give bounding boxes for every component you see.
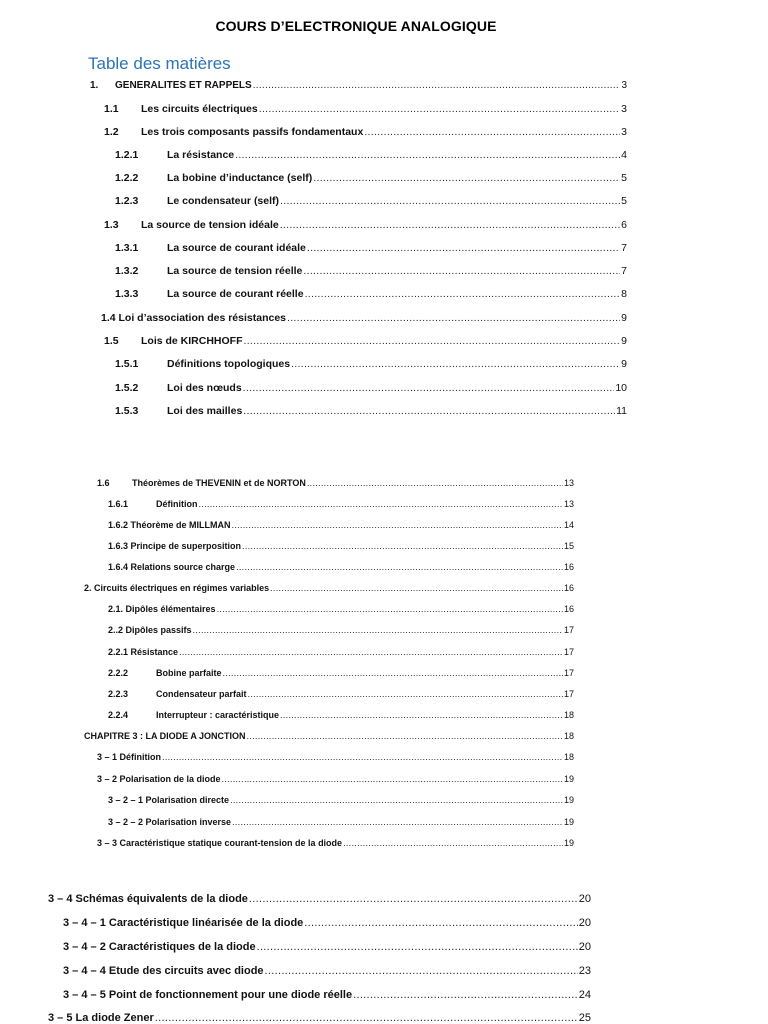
toc-entry-page: 20 [578,893,591,905]
toc-entry-number: 1.2 [104,126,119,138]
toc-leader-dots [247,731,563,741]
toc-leader-dots [217,604,563,614]
toc-leader-dots [307,478,563,488]
toc-entry[interactable] [97,774,574,784]
toc-entry-number: 1.5.1 [115,358,139,370]
toc-leader-dots [303,265,620,277]
toc-entry[interactable] [108,604,574,614]
toc-entry[interactable] [97,838,574,848]
toc-entry-page: 23 [578,965,591,977]
toc-entry[interactable] [90,80,627,91]
toc-entry-number: 1.6.1 [108,499,129,509]
toc-leader-dots [259,103,620,115]
toc-leader-dots [364,126,620,138]
toc-leader-dots [253,80,621,91]
toc-entry-title: 3 – 1 Définition [97,752,162,762]
toc-leader-dots [249,893,578,905]
toc-entry-page: 18 [563,752,574,762]
toc-entry-number: 1.3 [104,219,119,231]
toc-leader-dots [235,149,620,161]
toc-entry-number: 1.6 [97,478,110,488]
toc-entry[interactable] [115,195,627,207]
toc-leader-dots [179,647,563,657]
toc-entry[interactable] [115,265,627,277]
toc-entry-page: 19 [563,774,574,784]
toc-leader-dots [353,989,578,1001]
toc-entry-title: 2..2 Dipôles passifs [108,625,192,635]
toc-entry-title: Définitions topologiques [167,358,291,370]
toc-entry-page: 13 [563,499,574,509]
toc-entry-page: 3 [621,80,627,91]
toc-leader-dots [265,965,578,977]
toc-entry-number: 1.5.2 [115,382,139,394]
toc-entry-page: 6 [621,219,627,231]
toc-entry[interactable] [108,541,574,551]
toc-entry-number: 1.2.1 [115,149,139,161]
toc-entry-number: 1. [90,80,99,91]
toc-entry-title: 3 – 2 Polarisation de la diode [97,774,221,784]
toc-entry-page: 20 [578,917,591,929]
toc-entry-title: La source de tension réelle [167,265,303,277]
toc-leader-dots [257,941,578,953]
toc-entry-page: 19 [563,838,574,848]
toc-entry-number: 2.2.3 [108,689,129,699]
toc-entry[interactable] [63,917,591,929]
toc-leader-dots [287,312,620,324]
toc-entry-title: La source de courant idéale [167,242,306,254]
toc-entry[interactable] [108,710,574,720]
toc-entry-title: Les circuits électriques [141,103,258,115]
toc-entry-page: 13 [563,478,574,488]
toc-entry-title: 3 – 4 – 4 Etude des circuits avec diode [63,965,264,977]
toc-entry-page: 4 [621,149,627,161]
toc-entry-page: 7 [621,265,627,277]
toc-entry-page: 16 [563,583,574,593]
toc-entry-page: 11 [616,405,627,417]
toc-entry-page: 25 [578,1012,591,1024]
toc-leader-dots [242,541,563,551]
toc-entry-title: 3 – 4 – 2 Caractéristiques de la diode [63,941,256,953]
toc-entry-title: 3 – 2 – 2 Polarisation inverse [108,817,232,827]
toc-entry[interactable] [101,312,627,324]
toc-entry[interactable] [108,625,574,635]
toc-entry[interactable] [63,965,591,977]
toc-entry-title: 3 – 3 Caractéristique statique courant-tension de la diode [97,838,343,848]
toc-leader-dots [223,668,563,678]
toc-leader-dots [222,774,563,784]
toc-entry-title: 3 – 4 – 1 Caractéristique linéarisée de la diode [63,917,304,929]
toc-leader-dots [193,625,563,635]
toc-entry-page: 20 [578,941,591,953]
toc-entry[interactable] [115,288,627,300]
toc-entry-title: Loi des nœuds [167,382,242,394]
toc-entry[interactable] [48,893,591,905]
toc-entry[interactable] [108,817,574,827]
toc-leader-dots [155,1012,578,1024]
toc-entry-number: 1.1 [104,103,119,115]
toc-entry-title: Définition [156,499,198,509]
toc-entry-title: 2. Circuits électriques en régimes variables [84,583,270,593]
toc-leader-dots [243,382,615,394]
toc-entry[interactable] [104,335,627,347]
toc-entry-title: Le condensateur (self) [167,195,280,207]
toc-entry[interactable] [108,562,574,572]
toc-entry[interactable] [108,689,574,699]
toc-entry-title: CHAPITRE 3 : LA DIODE A JONCTION [84,731,246,741]
toc-entry-title: 2.2.1 Résistance [108,647,179,657]
toc-entry-title: Condensateur parfait [156,689,247,699]
toc-leader-dots [280,219,620,231]
toc-leader-dots [199,499,563,509]
toc-entry-number: 1.5 [104,335,119,347]
toc-leader-dots [305,288,621,300]
toc-leader-dots [244,335,621,347]
toc-entry[interactable] [115,382,627,394]
toc-entry[interactable] [115,242,627,254]
toc-entry-number: 1.2.3 [115,195,139,207]
toc-leader-dots [343,838,563,848]
toc-entry-title: 3 – 2 – 1 Polarisation directe [108,795,230,805]
toc-entry-title: La bobine d’inductance (self) [167,172,313,184]
toc-entry-page: 10 [615,382,627,394]
toc-entry-page: 9 [621,312,627,324]
toc-entry-number: 1.5.3 [115,405,139,417]
toc-entry-page: 19 [563,817,574,827]
toc-entry[interactable] [115,172,627,184]
toc-leader-dots [280,710,563,720]
toc-entry[interactable] [108,499,574,509]
toc-leader-dots [270,583,563,593]
toc-entry-page: 17 [563,689,574,699]
toc-entry-number: 1.3.1 [115,242,139,254]
toc-leader-dots [243,405,615,417]
toc-entry-page: 9 [621,358,627,370]
toc-entry-page: 5 [621,172,627,184]
toc-entry-title: Lois de KIRCHHOFF [141,335,243,347]
toc-entry-page: 15 [563,541,574,551]
toc-leader-dots [291,358,620,370]
toc-leader-dots [162,752,563,762]
toc-entry[interactable] [115,149,627,161]
toc-entry-title: GENERALITES ET RAPPELS [115,80,252,91]
toc-entry-page: 5 [621,195,627,207]
toc-leader-dots [232,520,563,530]
toc-entry-page: 18 [563,710,574,720]
toc-heading: Table des matières [88,54,231,73]
toc-entry-page: 17 [563,625,574,635]
toc-entry-title: 1.6.2 Théorème de MILLMAN [108,520,231,530]
toc-entry-title: 3 – 4 – 5 Point de fonctionnement pour une diode réelle [63,989,353,1001]
toc-entry-page: 19 [563,795,574,805]
toc-entry[interactable] [84,583,574,593]
toc-entry[interactable] [97,478,574,488]
toc-entry-title: 1.6.3 Principe de superposition [108,541,242,551]
toc-entry-page: 8 [621,288,627,300]
toc-entry[interactable] [115,358,627,370]
toc-entry-page: 16 [563,604,574,614]
toc-leader-dots [236,562,563,572]
toc-entry-page: 24 [578,989,591,1001]
toc-leader-dots [313,172,620,184]
toc-entry-number: 1.3.2 [115,265,139,277]
toc-entry[interactable] [104,219,627,231]
toc-entry-number: 2.2.4 [108,710,129,720]
toc-entry-title: 2.1. Dipôles élémentaires [108,604,216,614]
toc-entry[interactable] [84,731,574,741]
toc-entry-title: Loi des mailles [167,405,243,417]
toc-entry[interactable] [108,647,574,657]
toc-entry[interactable] [108,668,574,678]
toc-entry[interactable] [48,1012,591,1024]
document-title: COURS D’ELECTRONIQUE ANALOGIQUE [215,18,497,34]
toc-entry[interactable] [115,405,627,417]
toc-entry-title: 1.4 Loi d’association des résistances [101,312,286,324]
toc-leader-dots [307,242,620,254]
toc-entry[interactable] [108,520,574,530]
toc-entry[interactable] [104,126,627,138]
toc-entry-title: Les trois composants passifs fondamentaux [141,126,364,138]
toc-entry-page: 9 [621,335,627,347]
toc-entry-title: La source de courant réelle [167,288,304,300]
toc-leader-dots [248,689,563,699]
toc-entry[interactable] [104,103,627,115]
toc-entry-title: La source de tension idéale [141,219,279,231]
toc-entry-title: 1.6.4 Relations source charge [108,562,236,572]
toc-entry-page: 18 [563,731,574,741]
toc-entry-page: 17 [563,647,574,657]
toc-entry[interactable] [63,941,591,953]
toc-entry-page: 3 [621,103,627,115]
toc-entry[interactable] [108,795,574,805]
toc-entry-title: Théorèmes de THEVENIN et de NORTON [132,478,306,488]
toc-entry-title: 3 – 4 Schémas équivalents de la diode [48,893,248,905]
toc-entry-page: 14 [563,520,574,530]
toc-leader-dots [232,817,563,827]
toc-entry-title: La résistance [167,149,235,161]
toc-entry-number: 1.2.2 [115,172,139,184]
toc-entry-title: Interrupteur : caractéristique [156,710,280,720]
toc-entry-title: Bobine parfaite [156,668,222,678]
toc-entry-number: 1.3.3 [115,288,139,300]
toc-leader-dots [304,917,577,929]
toc-leader-dots [230,795,563,805]
toc-entry-page: 17 [563,668,574,678]
toc-entry[interactable] [63,989,591,1001]
toc-entry[interactable] [97,752,574,762]
toc-entry-number: 2.2.2 [108,668,129,678]
toc-entry-title: 3 – 5 La diode Zener [48,1012,154,1024]
toc-entry-page: 16 [563,562,574,572]
toc-entry-page: 7 [621,242,627,254]
toc-entry-page: 3 [621,126,627,138]
toc-leader-dots [280,195,620,207]
